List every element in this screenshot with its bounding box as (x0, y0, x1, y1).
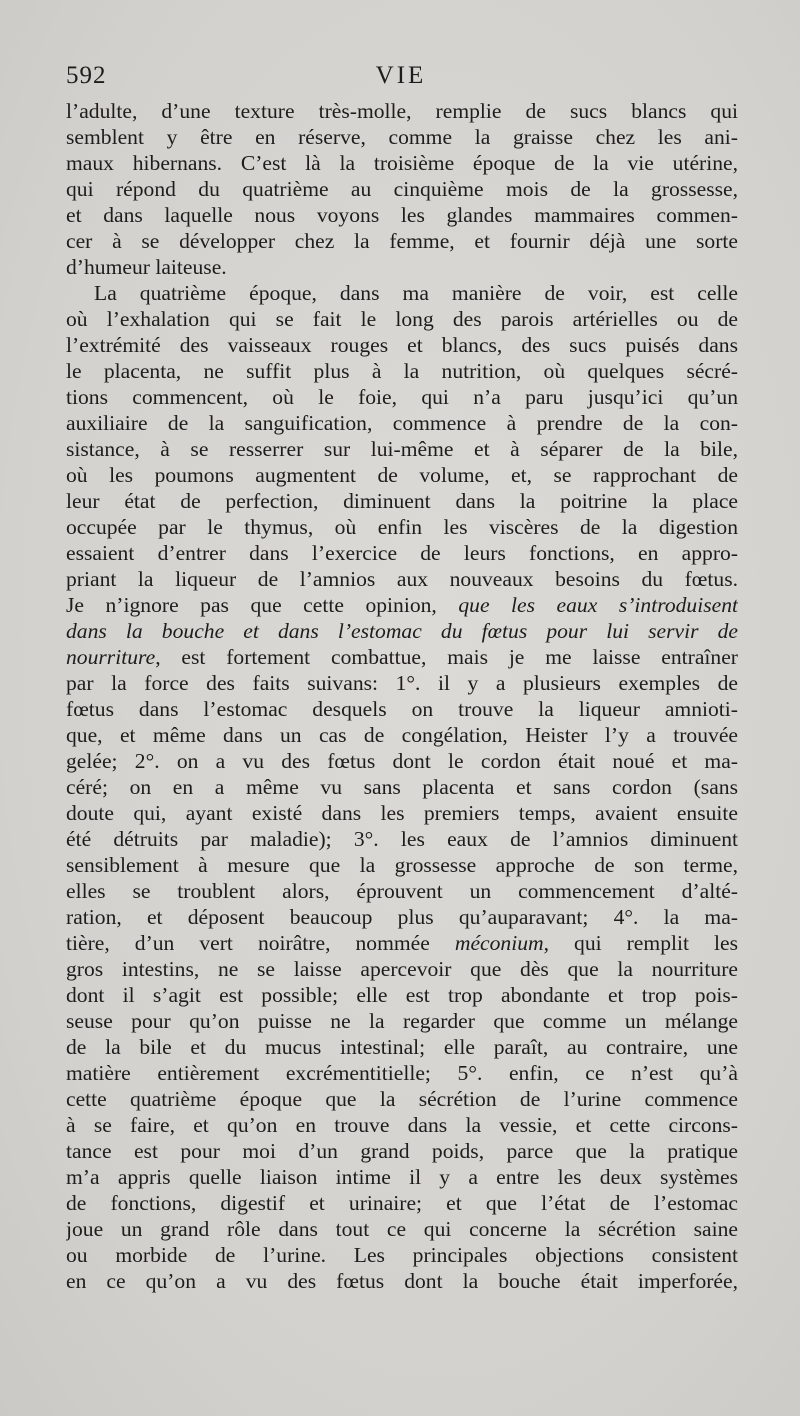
text-line: seuse pour qu’on puisse ne la regarder que comme un mélange (66, 1009, 738, 1033)
page-header (66, 62, 736, 92)
running-title: VIE (375, 62, 427, 89)
body-text (66, 98, 738, 1294)
text-line: que, et même dans un cas de congélation, Heister l’y a trouvée (66, 723, 738, 747)
page-number: 592 (66, 62, 107, 89)
text-line: occupée par le thymus, où enfin les viscères de la digestion (66, 515, 738, 539)
text-line: Je n’ignore pas que cette opinion, que les eaux s’introduisent (66, 593, 738, 617)
text-line: ration, et déposent beaucoup plus qu’auparavant; 4°. la ma- (66, 905, 738, 929)
text-line: où l’exhalation qui se fait le long des parois artérielles ou de (66, 307, 738, 331)
text-line: joue un grand rôle dans tout ce qui concerne la sécrétion saine (66, 1217, 738, 1241)
text-line: l’adulte, d’une texture très-molle, remplie de sucs blancs qui (66, 99, 738, 123)
text-line: l’extrémité des vaisseaux rouges et blancs, des sucs puisés dans (66, 333, 738, 357)
text-line: elles se troublent alors, éprouvent un commencement d’alté- (66, 879, 738, 903)
text-line: fœtus dans l’estomac desquels on trouve la liqueur amnioti- (66, 697, 738, 721)
text-line: tions commencent, où le foie, qui n’a paru jusqu’ici qu’un (66, 385, 738, 409)
text-line: cette quatrième époque que la sécrétion de l’urine commence (66, 1087, 738, 1111)
text-line: qui répond du quatrième au cinquième mois de la grossesse, (66, 177, 738, 201)
text-line: le placenta, ne suffit plus à la nutrition, où quelques sécré- (66, 359, 738, 383)
text-line: de la bile et du mucus intestinal; elle paraît, au contraire, une (66, 1035, 738, 1059)
text-line: tière, d’un vert noirâtre, nommée méconium, qui remplit les (66, 931, 738, 955)
text-line: à se faire, et qu’on en trouve dans la vessie, et cette circons- (66, 1113, 738, 1137)
text-line: priant la liqueur de l’amnios aux nouveaux besoins du fœtus. (66, 567, 738, 591)
text-line: nourriture, est fortement combattue, mais je me laisse entraîner (66, 645, 738, 669)
text-line: auxiliaire de la sanguification, commence à prendre de la con- (66, 411, 738, 435)
text-line: cer à se développer chez la femme, et fournir déjà une sorte (66, 229, 738, 253)
text-line: leur état de perfection, diminuent dans la poitrine la place (66, 489, 738, 513)
text-line: où les poumons augmentent de volume, et, se rapprochant de (66, 463, 738, 487)
text-line: et dans laquelle nous voyons les glandes mammaires commen- (66, 203, 738, 227)
text-line: semblent y être en réserve, comme la graisse chez les ani- (66, 125, 738, 149)
text-line: par la force des faits suivans: 1°. il y a plusieurs exemples de (66, 671, 738, 695)
text-line: de fonctions, digestif et urinaire; et que l’état de l’estomac (66, 1191, 738, 1215)
text-line: maux hibernans. C’est là la troisième époque de la vie utérine, (66, 151, 738, 175)
text-line: céré; on en a même vu sans placenta et sans cordon (sans (66, 775, 738, 799)
text-line: sensiblement à mesure que la grossesse approche de son terme, (66, 853, 738, 877)
text-line: été détruits par maladie); 3°. les eaux de l’amnios diminuent (66, 827, 738, 851)
text-line: dans la bouche et dans l’estomac du fœtus pour lui servir de (66, 619, 738, 643)
text-line: en ce qu’on a vu des fœtus dont la bouche était imperforée, (66, 1269, 738, 1293)
text-line: gelée; 2°. on a vu des fœtus dont le cordon était noué et ma- (66, 749, 738, 773)
text-line: matière entièrement excrémentitielle; 5°. enfin, ce n’est qu’à (66, 1061, 738, 1085)
text-line: gros intestins, ne se laisse apercevoir que dès que la nourriture (66, 957, 738, 981)
text-line: dont il s’agit est possible; elle est trop abondante et trop pois- (66, 983, 738, 1007)
text-line: tance est pour moi d’un grand poids, parce que la pratique (66, 1139, 738, 1163)
text-line: La quatrième époque, dans ma manière de voir, est celle (94, 281, 738, 305)
text-line: d’humeur laiteuse. (66, 255, 227, 279)
text-line: sistance, à se resserrer sur lui-même et à séparer de la bile, (66, 437, 738, 461)
text-line: doute qui, ayant existé dans les premiers temps, avaient ensuite (66, 801, 738, 825)
text-line: m’a appris quelle liaison intime il y a entre les deux systèmes (66, 1165, 738, 1189)
text-line: essaient d’entrer dans l’exercice de leurs fonctions, en appro- (66, 541, 738, 565)
text-line: ou morbide de l’urine. Les principales objections consistent (66, 1243, 738, 1267)
